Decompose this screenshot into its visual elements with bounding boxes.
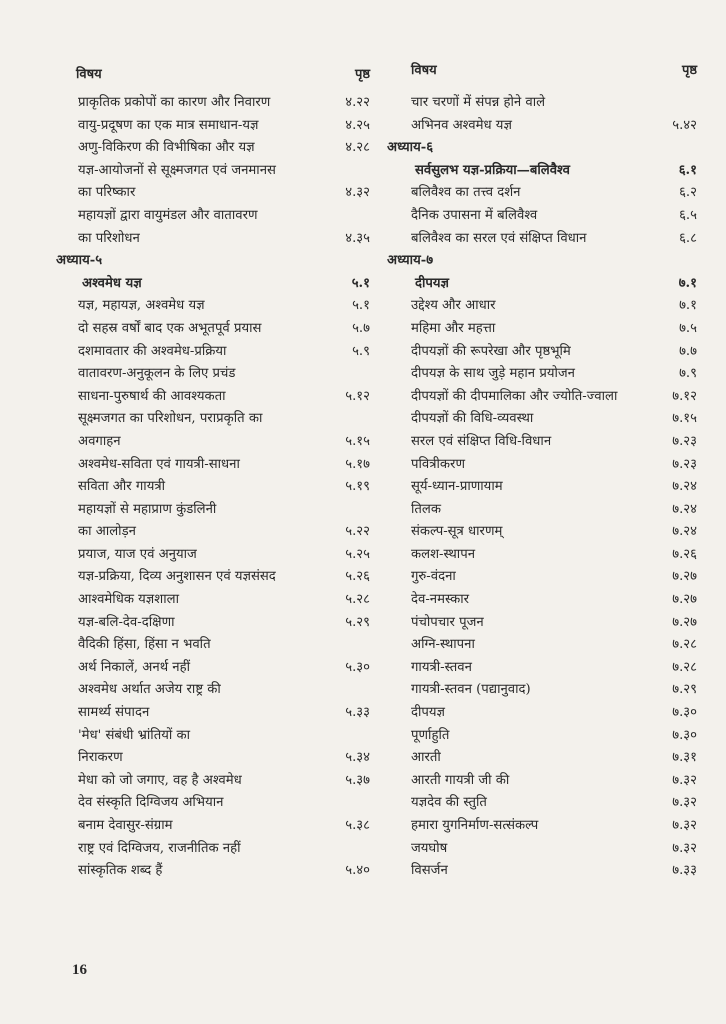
entry-page: ७.२८ [672, 659, 697, 675]
entry-title: चार चरणों में संपन्न होने वाले [411, 95, 546, 110]
entry-page: ७.३० [672, 705, 697, 721]
toc-entry [52, 612, 370, 635]
entry-title: यज्ञदेव की स्तुति [411, 795, 487, 811]
toc-entry [52, 92, 370, 115]
entry-title: देव-नमस्कार [411, 592, 470, 608]
toc-entry [52, 657, 370, 680]
entry-title: दैनिक उपासना में बलिवैश्व [411, 207, 538, 223]
toc-entry [385, 860, 697, 883]
entry-page: ७.२३ [672, 456, 697, 472]
entry-title: कलश-स्थापन [411, 546, 476, 562]
entry-page: ६.१ [678, 162, 697, 178]
entry-page: ७.३२ [672, 772, 697, 788]
entry-page: ७.२४ [672, 501, 697, 517]
entry-page: ५.१५ [345, 433, 370, 449]
toc-entry [52, 499, 370, 522]
toc-entry [385, 815, 697, 838]
entry-title: बनाम देवासुर-संग्राम [78, 818, 173, 833]
toc-entry [385, 679, 697, 702]
entry-title: पूर्णाहुति [411, 727, 450, 743]
entry-page: ४.३५ [345, 230, 370, 246]
entry-page: ५.२९ [345, 614, 370, 630]
entry-page: ५.१२ [345, 388, 370, 404]
toc-entry [52, 182, 370, 205]
entry-title: सांस्कृतिक शब्द हैं [78, 863, 163, 879]
entry-page: ५.१७ [345, 456, 370, 472]
entry-title: आश्वमेधिक यज्ञशाला [78, 592, 179, 608]
entry-title: अर्थ निकालें, अनर्थ नहीं [78, 659, 191, 675]
subject-column-heading: विषय [411, 63, 437, 78]
entry-title: उद्देश्य और आधार [411, 298, 496, 314]
entry-title: आरती [411, 750, 441, 766]
entry-page: ७.२७ [672, 614, 697, 630]
entry-title: का आलोड़न [78, 524, 136, 540]
entry-title: राष्ट्र एवं दिग्विजय, राजनीतिक नहीं [78, 840, 241, 856]
toc-entry [52, 205, 370, 228]
entry-page: ७.३० [672, 727, 697, 743]
entry-page: ४.२२ [345, 95, 370, 110]
toc-entry [385, 612, 697, 635]
entry-page: ७.२७ [672, 569, 697, 585]
toc-entry [52, 544, 370, 567]
entry-title: यज्ञ, महायज्ञ, अश्वमेध यज्ञ [78, 298, 205, 314]
toc-entry [385, 182, 697, 205]
entry-page: ५.२६ [345, 569, 370, 585]
entry-title: सूक्ष्मजगत का परिशोधन, पराप्रकृति का [78, 411, 263, 427]
entry-page: ४.२८ [345, 140, 370, 156]
toc-entry [385, 115, 697, 138]
page-number: 16 [72, 962, 87, 978]
entry-title: बलिवैश्व का तत्त्व दर्शन [411, 185, 521, 201]
chapter-heading [385, 137, 697, 160]
chapter-heading [52, 250, 370, 273]
entry-title: पवित्रीकरण [411, 456, 465, 472]
section-heading [385, 160, 697, 183]
entry-page: ५.१ [352, 298, 370, 314]
entry-page: ७.२९ [672, 682, 697, 698]
entry-title: यज्ञ-प्रक्रिया, दिव्य अनुशासन एवं यज्ञसंसद [78, 569, 276, 585]
entry-page: ६.८ [679, 230, 697, 246]
entry-title: अवगाहन [78, 433, 121, 449]
entry-title: दशमावतार की अश्वमेध-प्रक्रिया [78, 343, 227, 359]
toc-entry [52, 702, 370, 725]
section-heading [385, 273, 697, 296]
entry-page: ७.२३ [672, 433, 697, 449]
toc-entry [385, 386, 697, 409]
toc-entry [52, 408, 370, 431]
entry-page: ५.२५ [345, 546, 370, 562]
entry-page: ७.२६ [672, 546, 697, 562]
entry-title: पंचोपचार पूजन [411, 614, 484, 630]
toc-entry [52, 318, 370, 341]
entry-title: दो सहस्र वर्षों बाद एक अभूतपूर्व प्रयास [78, 320, 262, 336]
toc-entry [385, 747, 697, 770]
entry-title: दीपयज्ञ [415, 275, 450, 291]
toc-entries [52, 92, 370, 883]
toc-entry [52, 115, 370, 138]
toc-entry [385, 431, 697, 454]
toc-entry [52, 160, 370, 183]
entry-title: गुरु-वंदना [411, 569, 456, 585]
entry-title: अध्याय-७ [387, 253, 434, 269]
entry-page: ५.२२ [345, 524, 370, 540]
toc-entry [52, 521, 370, 544]
toc-entry [385, 205, 697, 228]
entry-page: ४.२५ [345, 117, 370, 133]
toc-entry [52, 295, 370, 318]
toc-entry [52, 228, 370, 251]
toc-left-column [52, 58, 370, 883]
entry-page: ७.३२ [672, 795, 697, 811]
toc-entry [52, 454, 370, 477]
toc-entry [52, 770, 370, 793]
toc-entry [385, 408, 697, 431]
toc-entry [52, 634, 370, 657]
toc-entry [385, 792, 697, 815]
entry-page: ७.२४ [672, 479, 697, 495]
entry-page: ५.४० [345, 863, 370, 879]
entry-title: निराकरण [78, 750, 123, 766]
toc-entry [385, 476, 697, 499]
toc-entry [52, 725, 370, 748]
toc-entry [385, 228, 697, 251]
entry-page: ७.७ [679, 343, 697, 359]
entry-page: ७.१५ [672, 411, 697, 427]
entry-title: 'मेध' संबंधी भ्रांतियों का [78, 727, 191, 743]
entry-title: महिमा और महत्ता [411, 320, 496, 336]
toc-entry [385, 454, 697, 477]
entry-page: ७.३२ [672, 818, 697, 833]
entry-page: ७.१ [678, 275, 697, 291]
subject-column-heading: विषय [76, 67, 102, 82]
entry-title: गायत्री-स्तवन (पद्यानुवाद) [411, 682, 531, 698]
entry-page: ७.५ [679, 320, 697, 336]
entry-title: अध्याय-५ [56, 253, 103, 269]
entry-title: महायज्ञों से महाप्राण कुंडलिनी [78, 501, 217, 517]
section-heading [52, 273, 370, 296]
entry-title: हमारा युगनिर्माण-सत्संकल्प [411, 818, 539, 833]
entry-title: वातावरण-अनुकूलन के लिए प्रचंड [78, 366, 236, 382]
page-column-heading: पृष्ठ [681, 63, 697, 78]
toc-entry [52, 566, 370, 589]
entry-page: ५.२८ [345, 592, 370, 608]
entry-title: अध्याय-६ [387, 140, 434, 156]
toc-entry [385, 521, 697, 544]
entry-page: ७.२८ [672, 637, 697, 653]
toc-entry [385, 318, 697, 341]
entry-title: महायज्ञों द्वारा वायुमंडल और वातावरण [78, 207, 258, 223]
toc-entry [52, 838, 370, 861]
entry-title: बलिवैश्व का सरल एवं संक्षिप्त विधान [411, 230, 587, 246]
entry-page: ५.९ [352, 343, 370, 359]
entry-title: का परिशोधन [78, 230, 140, 246]
entry-page: ७.१२ [672, 388, 697, 404]
entry-title: दीपयज्ञों की विधि-व्यवस्था [411, 411, 534, 427]
toc-entry [52, 476, 370, 499]
toc-entry [52, 431, 370, 454]
entry-page: ७.२४ [672, 524, 697, 540]
entry-title: सूर्य-ध्यान-प्राणायाम [411, 479, 503, 495]
toc-right-column [385, 58, 697, 883]
toc-entry [385, 499, 697, 522]
entry-title: अश्वमेध यज्ञ [82, 275, 142, 291]
toc-entry [385, 363, 697, 386]
toc-entry [52, 747, 370, 770]
toc-entry [52, 363, 370, 386]
entry-title: देव संस्कृति दिग्विजय अभियान [78, 795, 224, 811]
toc-entry [52, 792, 370, 815]
entry-title: प्रयाज, याज एवं अनुयाज [78, 546, 197, 562]
entry-page: ५.३८ [345, 818, 370, 833]
entry-title: अश्वमेध अर्थात अजेय राष्ट्र की [78, 682, 221, 698]
entry-page: ५.३७ [345, 772, 370, 788]
toc-entry [385, 770, 697, 793]
page-column-heading: पृष्ठ [354, 67, 370, 82]
toc-entry [52, 815, 370, 838]
entry-page: ५.७ [352, 320, 370, 336]
entry-title: मेधा को जो जगाए, वह है अश्वमेध [78, 772, 242, 788]
entry-page: ७.१ [679, 298, 697, 314]
entry-title: सर्वसुलभ यज्ञ-प्रक्रिया—बलिवैश्व [415, 162, 570, 178]
entry-title: साधना-पुरुषार्थ की आवश्यकता [78, 388, 226, 404]
toc-entry [52, 679, 370, 702]
entry-page: ५.४२ [672, 117, 697, 133]
entry-title: प्राकृतिक प्रकोपों का कारण और निवारण [78, 95, 271, 110]
entry-title: जयघोष [411, 840, 448, 856]
entry-title: वैदिकी हिंसा, हिंसा न भवति [78, 637, 211, 653]
toc-entry [52, 589, 370, 612]
toc-entry [385, 92, 697, 115]
entry-title: सरल एवं संक्षिप्त विधि-विधान [411, 433, 552, 449]
entry-page: ७.२७ [672, 592, 697, 608]
entry-title: गायत्री-स्तवन [411, 659, 472, 675]
toc-entry [385, 725, 697, 748]
entry-title: आरती गायत्री जी की [411, 772, 510, 788]
toc-entry [52, 341, 370, 364]
entry-title: का परिष्कार [78, 185, 136, 201]
toc-entry [385, 566, 697, 589]
entry-page: ६.५ [679, 207, 697, 223]
entry-page: ६.२ [679, 185, 697, 201]
entry-title: दीपयज्ञ [411, 705, 446, 721]
toc-entry [52, 386, 370, 409]
entry-title: अश्वमेध-सविता एवं गायत्री-साधना [78, 456, 240, 472]
entry-page: ७.३२ [672, 840, 697, 856]
entry-page: ५.१९ [345, 479, 370, 495]
entry-title: संकल्प-सूत्र धारणम् [411, 524, 503, 540]
entry-title: यज्ञ-आयोजनों से सूक्ष्मजगत एवं जनमानस [78, 162, 276, 178]
entry-page: ५.१ [351, 275, 370, 291]
entry-page: ५.३४ [345, 750, 370, 766]
entry-title: दीपयज्ञों की रूपरेखा और पृष्ठभूमि [411, 343, 571, 359]
chapter-heading [385, 250, 697, 273]
entry-page: ५.३० [345, 659, 370, 675]
toc-header [52, 58, 370, 92]
entry-title: दीपयज्ञ के साथ जुड़े महान प्रयोजन [411, 366, 575, 382]
entry-page: ४.३२ [345, 185, 370, 201]
entry-title: यज्ञ-बलि-देव-दक्षिणा [78, 614, 175, 630]
toc-entry [385, 838, 697, 861]
entry-title: अणु-विकिरण की विभीषिका और यज्ञ [78, 140, 255, 156]
entry-page: ७.९ [679, 366, 697, 382]
entry-title: सविता और गायत्री [78, 479, 166, 495]
entry-title: तिलक [411, 501, 442, 517]
toc-header [385, 58, 697, 92]
entry-page: ७.३३ [672, 863, 697, 879]
entry-page: ५.३३ [345, 705, 370, 721]
entry-title: सामर्थ्य संपादन [78, 705, 150, 721]
entry-title: दीपयज्ञों की दीपमालिका और ज्योति-ज्वाला [411, 388, 618, 404]
toc-entry [52, 137, 370, 160]
entry-title: वायु-प्रदूषण का एक मात्र समाधान-यज्ञ [78, 117, 259, 133]
toc-entry [385, 341, 697, 364]
entry-title: अभिनव अश्वमेध यज्ञ [411, 117, 512, 133]
entry-page: ७.३१ [672, 750, 697, 766]
toc-entry [385, 657, 697, 680]
toc-entries [385, 92, 697, 883]
toc-entry [52, 860, 370, 883]
toc-entry [385, 544, 697, 567]
entry-title: विसर्जन [411, 863, 448, 879]
entry-title: अग्नि-स्थापना [411, 637, 475, 653]
toc-entry [385, 634, 697, 657]
toc-entry [385, 589, 697, 612]
toc-entry [385, 702, 697, 725]
toc-entry [385, 295, 697, 318]
